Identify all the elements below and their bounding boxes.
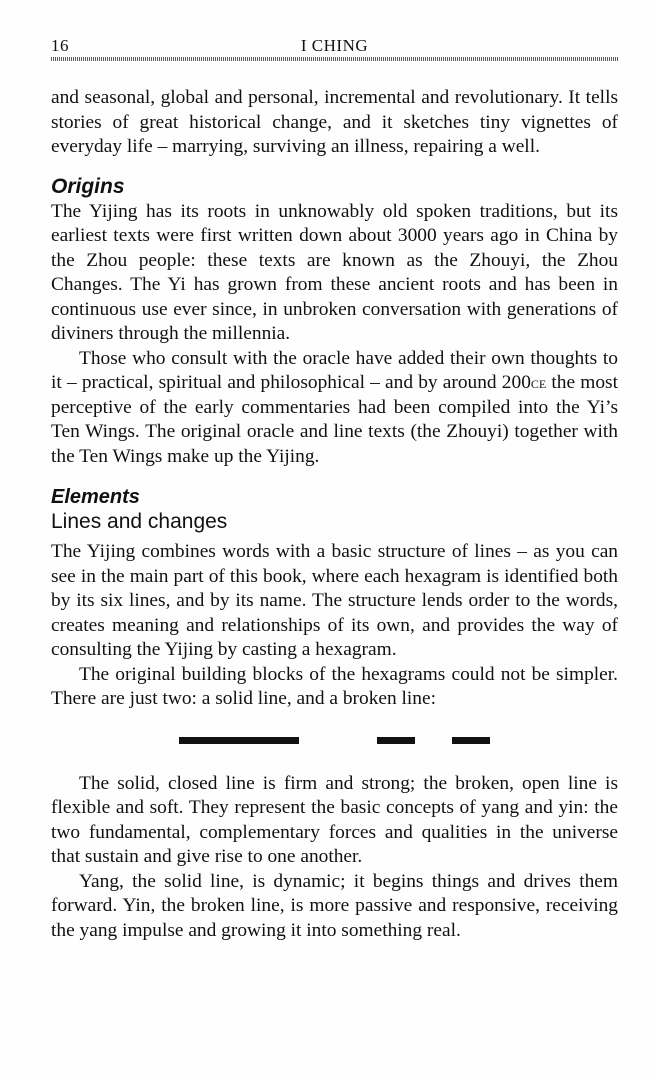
elements-paragraph-4: Yang, the solid line, is dynamic; it begins things and drives them forward. Yin, the broken line, is more passive and responsive, receiving the yang impulse and growing it into something real. bbox=[51, 870, 618, 941]
origins-heading: Origins bbox=[51, 174, 125, 198]
running-title: I CHING bbox=[300, 36, 369, 55]
origins-paragraph-1: The Yijing has its roots in unknowably old spoken traditions, but its earliest texts were first written down about 3000 years ago in China by the Zhou people: these texts are known as the Zhouyi, the Zhou Changes. The Yi has grown from these ancient roots and has been in continuous use ever since, in unbroken conversation with generations of diviners through the millennia. bbox=[51, 200, 618, 344]
body-text bbox=[51, 86, 618, 943]
page-number: 16 bbox=[51, 36, 69, 55]
origins-paragraph-2 bbox=[51, 347, 618, 470]
elements-heading: Elements bbox=[51, 486, 140, 508]
origins-p2-before: Those who consult with the oracle have added their own thoughts to it – practical, spiritual and philosophical – and by around 200 bbox=[51, 347, 618, 393]
origins-p2-after: the most perceptive of the early commentaries had been compiled into the Yi’s Ten Wings. The original oracle and line texts (the Zhouyi) together with the Ten Wings make up the Yijing. bbox=[51, 372, 618, 467]
running-header bbox=[51, 30, 618, 54]
intro-paragraph: and seasonal, global and personal, incremental and revolutionary. It tells stories of great historical change, and it sketches tiny vignettes of everyday life – marrying, surviving an illness, repairing a well. bbox=[51, 87, 618, 157]
solid-line bbox=[179, 737, 299, 744]
broken-line-left-segment bbox=[377, 737, 415, 744]
elements-paragraph-2: The original building blocks of the hexagrams could not be simpler. There are just two: a solid line, and a broken line: bbox=[51, 663, 618, 709]
broken-line-right-segment bbox=[452, 737, 490, 744]
line-illustration bbox=[51, 712, 618, 772]
header-rule bbox=[51, 57, 618, 61]
elements-paragraph-3: The solid, closed line is firm and strong; the broken, open line is flexible and soft. They represent the basic concepts of yang and yin: the two fundamental, complementary forces and qualities in the universe that sustain and give rise to one another. bbox=[51, 772, 618, 867]
lines-changes-subheading: Lines and changes bbox=[51, 510, 228, 533]
era-ce: ce bbox=[530, 373, 547, 392]
elements-paragraph-1: The Yijing combines words with a basic structure of lines – as you can see in the main part of this book, where each hexagram is identified both by its six lines, and by its name. The structure lends order to the words, creates meaning and relationships of its own, and provides the way of consulting the Yijing by casting a hexagram. bbox=[51, 541, 618, 660]
